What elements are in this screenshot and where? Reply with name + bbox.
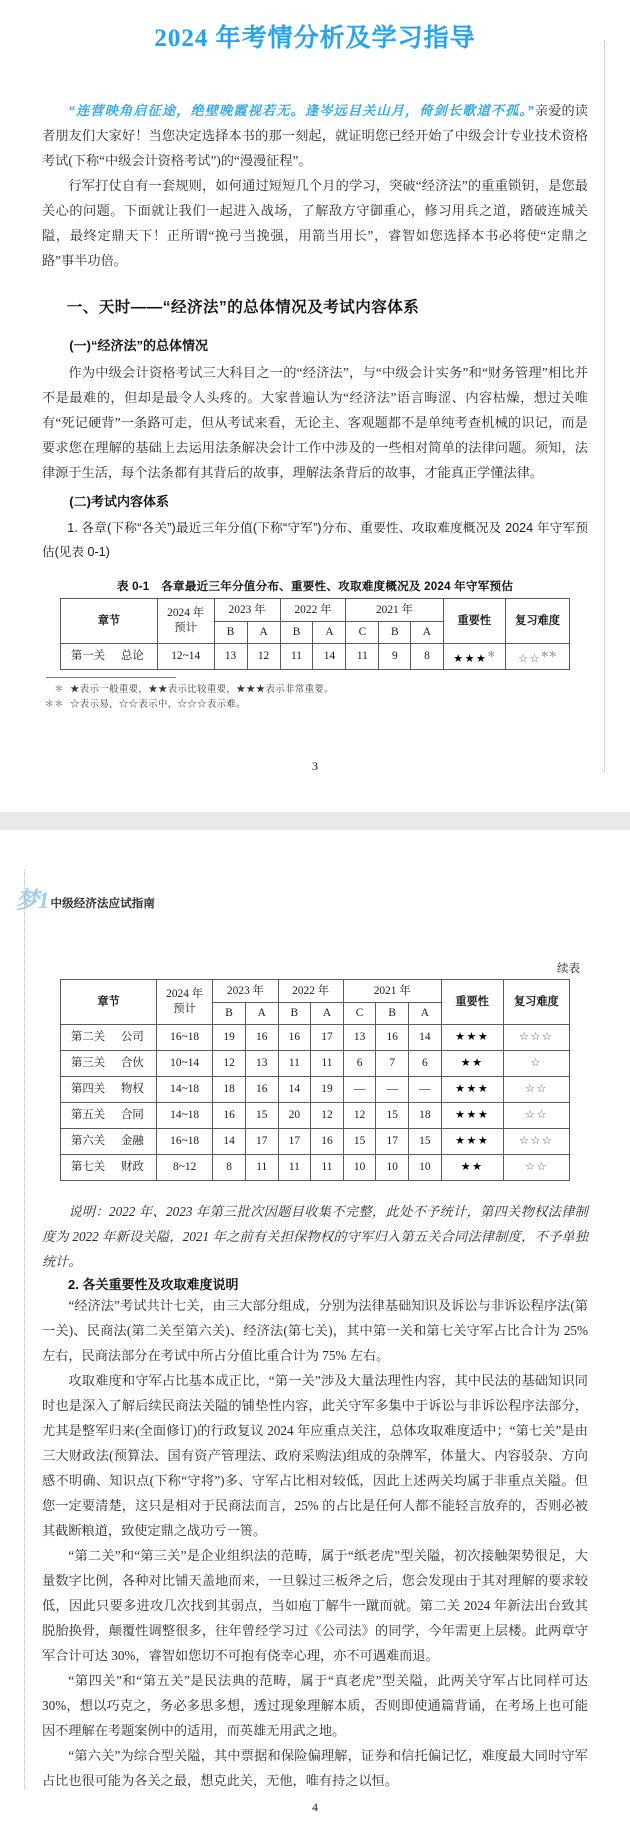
footnote-1 — [42, 683, 588, 698]
page2-paragraph-5: “第六关”为综合型关隘，其中票据和保险偏理解，证券和信托偏记忆，难度最大同时守军占比也很可能为各关之最，想克此关，无他，唯有持之以恒。 — [42, 1748, 588, 1788]
section-heading-1: 一、天时——“经济法”的总体情况及考试内容体系 — [66, 299, 420, 316]
difficulty-stars: ☆☆☆ — [519, 1135, 554, 1147]
cell-2021-a: 14 — [409, 1025, 442, 1051]
th-2022-b: B — [280, 622, 313, 644]
cell-2023-b: 16 — [213, 1103, 246, 1129]
importance-stars: ★★★ — [455, 1083, 490, 1095]
cell-2022-a: 19 — [311, 1077, 344, 1103]
page2-paragraph-1: “经济法”考试共计七关，由三大部分组成，分别为法律基础知识及诉讼与非诉讼程序法(第一关)、民商法(第二关至第六关)、经济法(第七关)，其中第一关和第七关守军占比合计为 25% 左右，民商法部分在考试中所占分值比重合计为 75% 左右。 — [42, 1298, 588, 1363]
page-separator — [0, 812, 630, 830]
cell-chapter — [61, 1155, 157, 1181]
page-number-2: 4 — [312, 1800, 318, 1814]
cell-chapter-name: 总论 — [121, 650, 144, 662]
th-2023-b: B — [213, 1003, 246, 1025]
cell-2021-b: 16 — [376, 1025, 409, 1051]
cell-2021-c: 10 — [343, 1155, 376, 1181]
th-chapter: 章节 — [61, 599, 158, 644]
table-head-2 — [61, 980, 570, 1025]
cell-2021-b: — — [376, 1077, 409, 1103]
page-2 — [0, 830, 630, 1829]
table-row — [61, 644, 570, 670]
cell-2023-a: 12 — [247, 644, 280, 670]
cell-2023-a: 11 — [245, 1155, 278, 1181]
cell-prediction: 8~12 — [157, 1155, 213, 1181]
cell-2022-a: 12 — [311, 1103, 344, 1129]
cell-chapter-name: 合伙 — [121, 1057, 144, 1069]
th-2023-a: A — [245, 1003, 278, 1025]
cell-2022-b: 11 — [280, 644, 313, 670]
cell-importance — [441, 1025, 503, 1051]
importance-stars: ★★★ — [455, 1031, 490, 1043]
cell-chapter-name: 财政 — [121, 1161, 144, 1173]
cell-prediction: 16~18 — [157, 1129, 213, 1155]
page-1 — [0, 0, 630, 812]
heading-2: 2. 各关重要性及攻取难度说明 — [68, 1277, 239, 1292]
table-body-page1 — [61, 644, 570, 670]
importance-stars: ★★★ — [453, 652, 488, 665]
cell-importance — [441, 1129, 503, 1155]
cell-chapter-no: 第四关 — [71, 1083, 106, 1095]
cell-chapter-no: 第二关 — [71, 1031, 106, 1043]
cell-2022-a: 11 — [311, 1155, 344, 1181]
footnote-1-mark: ＊ — [54, 685, 64, 695]
table-row — [61, 1103, 570, 1129]
th-2021-c: C — [343, 1003, 376, 1025]
table-head — [61, 599, 570, 644]
running-head — [16, 830, 588, 912]
brand-mark: 梦1 — [16, 888, 49, 913]
cell-2022-a: 16 — [311, 1129, 344, 1155]
difficulty-stars: ☆☆ — [524, 1161, 548, 1173]
th-importance: 重要性 — [441, 980, 503, 1025]
table-header-row-1 — [61, 599, 570, 622]
cell-2022-a: 11 — [311, 1051, 344, 1077]
subsection-heading-1-2: (二)考试内容体系 — [69, 494, 169, 509]
cell-2021-c: 15 — [343, 1129, 376, 1155]
paragraph-4: 1. 各章(下称“各关”)最近三年分值(下称“守军”)分布、重要性、攻取难度概况及 2024 年守军预估(见表 0-1) — [42, 521, 588, 559]
table-note: 说明：2022 年、2023 年第三批次因题目收集不完整，此处不予统计，第四关物权法律制度为 2022 年新设关隘，2021 年之前有关担保物权的守军归入第五关合同法律制度，不予单独统计。 — [42, 1204, 588, 1269]
th-2023-b: B — [214, 622, 247, 644]
cell-chapter-name: 金融 — [121, 1135, 144, 1147]
cell-2021-b: 9 — [379, 644, 411, 670]
score-table-page2 — [60, 979, 570, 1181]
cell-chapter — [61, 1129, 157, 1155]
th-difficulty: 复习难度 — [503, 980, 569, 1025]
th-importance: 重要性 — [443, 599, 506, 644]
cell-2022-b: 17 — [278, 1129, 311, 1155]
th-chapter: 章节 — [61, 980, 157, 1025]
cell-2023-b: 19 — [213, 1025, 246, 1051]
th-prediction-word: 预计 — [174, 622, 198, 634]
th-2021-a: A — [409, 1003, 442, 1025]
cell-2022-b: 11 — [278, 1155, 311, 1181]
score-table-page1 — [60, 598, 570, 670]
cell-2022-b: 11 — [278, 1051, 311, 1077]
cell-2021-c: 13 — [343, 1025, 376, 1051]
cell-prediction: 10~14 — [157, 1051, 213, 1077]
cell-2021-a: — — [409, 1077, 442, 1103]
cell-2023-a: 15 — [245, 1103, 278, 1129]
cell-chapter — [61, 1103, 157, 1129]
page-gutter-rule-2 — [24, 870, 26, 1789]
difficulty-footnote-mark: ＊＊ — [540, 649, 557, 659]
page2-paragraph-4: “第四关”和“第五关”是民法典的范畴，属于“真老虎”型关隘，此两关守军占比同样可达 30%，想以巧克之，务必多思多想，透过现象理解本质，否则即使通篇背诵，在考场上也可能因不理解在考题案例中的适用，而英雄无用武之地。 — [42, 1673, 588, 1738]
footnote-2 — [42, 698, 588, 713]
cell-2021-a: 8 — [411, 644, 443, 670]
th-2021-a: A — [411, 622, 443, 644]
intro-paragraph-text: 亲爱的读者朋友们大家好！当您决定选择本书的那一刻起，就证明您已经开始了中级会计专业技术资格考试(下称“中级会计资格考试”)的“漫漫征程”。 — [42, 103, 588, 168]
table-row — [61, 1025, 570, 1051]
cell-2021-c: — — [343, 1077, 376, 1103]
paragraph-2: 行军打仗自有一套规则，如何通过短短几个月的学习，突破“经济法”的重重锁钥，是您最关心的问题。下面就让我们一起进入战场，了解敌方守御重心，修习用兵之道，踏破连城关隘，最终定鼎天下！正所谓“挽弓当挽强，用箭当用长”，睿智如您选择本书必将使“定鼎之路”事半功倍。 — [42, 178, 588, 268]
cell-difficulty — [503, 1077, 569, 1103]
page2-paragraph-2: 攻取难度和守军占比基本成正比，“第一关”涉及大量法理性内容，其中民法的基础知识同时也是深入了解后续民商法关隘的铺垫性内容，此关守军多集中于诉讼与非诉讼程序法部分，尤其是整军归来(全面修订)的行政复议 2024 年应重点关注，总体攻取难度适中；“第七关”是由三大财政法(预算法、国有资产管理法、政府采购法)组成的杂牌军，体量大、内容驳杂、方向感不明确、知识点(下称“守将”)多、守军占比相对较低，因此上述两关均属于非重点关隘。但您一定要清楚，这只是相对于民商法而言，25% 的占比是任何人都不能轻言放弃的，否则必被其截断粮道，致使定鼎之战功亏一篑。 — [42, 1373, 588, 1538]
page-title: 2024 年考情分析及学习指导 — [154, 25, 476, 52]
th-2022-a: A — [311, 1003, 344, 1025]
cell-prediction: 12~14 — [157, 644, 214, 670]
continued-table-label: 续表 — [557, 963, 580, 975]
table-row — [61, 1129, 570, 1155]
cell-2022-b: 16 — [278, 1025, 311, 1051]
cell-2022-a: 17 — [311, 1025, 344, 1051]
verse-quote: “连营映角启征途，绝壁晚霞视若无。逢岑远目关山月，倚剑长歌道不孤。” — [68, 103, 535, 118]
page2-paragraph-3: “第二关”和“第三关”是企业组织法的范畴，属于“纸老虎”型关隘，初次接触架势很足，大量数字比例，各种对比铺天盖地而来，一旦躲过三板斧之后，您会发现由于其对理解的要求较低，因此只要多进攻几次找到其弱点，当如庖丁解牛一蹴而就。第二关 2024 年新法出台致其脱胎换骨，颠覆性调整很多，往年曾经学习过《公司法》的同学，今年需更上层楼。此两章守军合计可达 30%，睿智如您切不可抱有侥幸心理，亦不可遇难而退。 — [42, 1548, 588, 1663]
table-caption: 表 0-1 各章最近三年分值分布、重要性、攻取难度概况及 2024 年守军预估 — [116, 580, 514, 593]
th-prediction-year: 2024 年 — [167, 607, 205, 619]
th-year-2022: 2022 年 — [280, 599, 346, 622]
cell-importance — [441, 1051, 503, 1077]
cell-2023-a: 16 — [245, 1077, 278, 1103]
th-2022-a: A — [313, 622, 346, 644]
cell-chapter-no: 第一关 — [71, 650, 106, 662]
difficulty-stars: ☆☆ — [518, 652, 541, 665]
cell-2022-b: 20 — [278, 1103, 311, 1129]
footnote-2-mark: ＊＊ — [44, 700, 64, 710]
cell-chapter-no: 第七关 — [71, 1161, 106, 1173]
table-row — [61, 1077, 570, 1103]
th-2022-b: B — [278, 1003, 311, 1025]
th-year-2023: 2023 年 — [214, 599, 280, 622]
cell-chapter — [61, 644, 158, 670]
cell-2023-b: 12 — [213, 1051, 246, 1077]
cell-chapter-no: 第六关 — [71, 1135, 106, 1147]
difficulty-stars: ☆ — [530, 1057, 542, 1069]
cell-importance — [441, 1155, 503, 1181]
paragraph-3: 作为中级会计资格考试三大科目之一的“经济法”，与“中级会计实务”和“财务管理”相比并不是最难的，但却是最令人头疼的。大家普遍认为“经济法”语言晦涩、内容枯燥，想过关唯有“死记硬背”一条路可走，但从考试来看，无论主、客观题都不是单纯考查机械的识记，而是要求您在理解的基础上去运用法条解决会计工作中涉及的一些相对简单的法律问题。须知，法律源于生活，每个法条都有其背后的故事，理解法条背后的故事，才能真正学懂法律。 — [42, 365, 588, 480]
importance-stars: ★★★ — [455, 1109, 490, 1121]
cell-difficulty — [506, 644, 570, 670]
cell-2023-a: 16 — [245, 1025, 278, 1051]
cell-difficulty — [503, 1155, 569, 1181]
th-2021-b: B — [379, 622, 411, 644]
cell-importance — [441, 1103, 503, 1129]
cell-importance — [441, 1077, 503, 1103]
footnote-divider — [46, 677, 176, 678]
th-year-2022: 2022 年 — [278, 980, 343, 1003]
th-prediction-word: 预计 — [173, 1003, 197, 1015]
th-year-2021: 2021 年 — [343, 980, 441, 1003]
cell-2023-b: 14 — [213, 1129, 246, 1155]
cell-prediction: 14~18 — [157, 1077, 213, 1103]
cell-chapter — [61, 1051, 157, 1077]
table-header-row-1 — [61, 980, 570, 1003]
subsection-heading-1-1: (一)“经济法”的总体情况 — [69, 338, 208, 353]
cell-2021-b: 7 — [376, 1051, 409, 1077]
cell-difficulty — [503, 1051, 569, 1077]
cell-2023-b: 18 — [213, 1077, 246, 1103]
difficulty-stars: ☆☆ — [524, 1109, 548, 1121]
th-difficulty: 复习难度 — [506, 599, 570, 644]
th-prediction — [157, 980, 213, 1025]
cell-2022-a: 14 — [313, 644, 346, 670]
cell-importance — [443, 644, 506, 670]
table-body-page2 — [61, 1025, 570, 1181]
cell-difficulty — [503, 1129, 569, 1155]
cell-difficulty — [503, 1103, 569, 1129]
cell-2021-c: 6 — [343, 1051, 376, 1077]
cell-2021-a: 6 — [409, 1051, 442, 1077]
cell-2023-a: 13 — [245, 1051, 278, 1077]
cell-2022-b: 14 — [278, 1077, 311, 1103]
cell-2023-a: 17 — [245, 1129, 278, 1155]
importance-stars: ★★★ — [455, 1135, 490, 1147]
table-row — [61, 1051, 570, 1077]
cell-prediction: 16~18 — [157, 1025, 213, 1051]
cell-2021-a: 15 — [409, 1129, 442, 1155]
cell-difficulty — [503, 1025, 569, 1051]
cell-chapter-no: 第三关 — [71, 1057, 106, 1069]
footnote-2-text: ☆表示易，☆☆表示中，☆☆☆表示难。 — [70, 700, 246, 710]
cell-chapter-name: 物权 — [121, 1083, 144, 1095]
difficulty-stars: ☆☆☆ — [519, 1031, 554, 1043]
th-prediction-year: 2024 年 — [166, 988, 204, 1000]
cell-2021-b: 15 — [376, 1103, 409, 1129]
intro-paragraph — [42, 98, 588, 173]
th-2023-a: A — [247, 622, 280, 644]
cell-chapter-name: 合同 — [121, 1109, 144, 1121]
cell-2021-b: 10 — [376, 1155, 409, 1181]
th-prediction — [157, 599, 214, 644]
cell-chapter — [61, 1077, 157, 1103]
cell-2021-b: 17 — [376, 1129, 409, 1155]
th-2021-b: B — [376, 1003, 409, 1025]
importance-stars: ★★ — [460, 1161, 484, 1173]
th-year-2021: 2021 年 — [346, 599, 443, 622]
cell-2023-b: 13 — [214, 644, 247, 670]
running-head-book-title: 中级经济法应试指南 — [50, 897, 155, 910]
importance-stars: ★★ — [460, 1057, 484, 1069]
cell-chapter-no: 第五关 — [71, 1109, 106, 1121]
cell-2021-c: 11 — [346, 644, 379, 670]
cell-2023-b: 8 — [213, 1155, 246, 1181]
difficulty-stars: ☆☆ — [524, 1083, 548, 1095]
page-number-1: 3 — [312, 759, 318, 773]
footnote-1-text: ★表示一般重要，★★表示比较重要，★★★表示非常重要。 — [70, 685, 334, 695]
cell-prediction: 14~18 — [157, 1103, 213, 1129]
cell-2021-a: 10 — [409, 1155, 442, 1181]
importance-footnote-mark: ＊ — [487, 649, 496, 659]
cell-chapter — [61, 1025, 157, 1051]
page-gutter-rule — [604, 40, 606, 772]
th-year-2023: 2023 年 — [213, 980, 278, 1003]
cell-2021-c: 12 — [343, 1103, 376, 1129]
th-2021-c: C — [346, 622, 379, 644]
cell-2021-a: 18 — [409, 1103, 442, 1129]
table-row — [61, 1155, 570, 1181]
cell-chapter-name: 公司 — [121, 1031, 144, 1043]
